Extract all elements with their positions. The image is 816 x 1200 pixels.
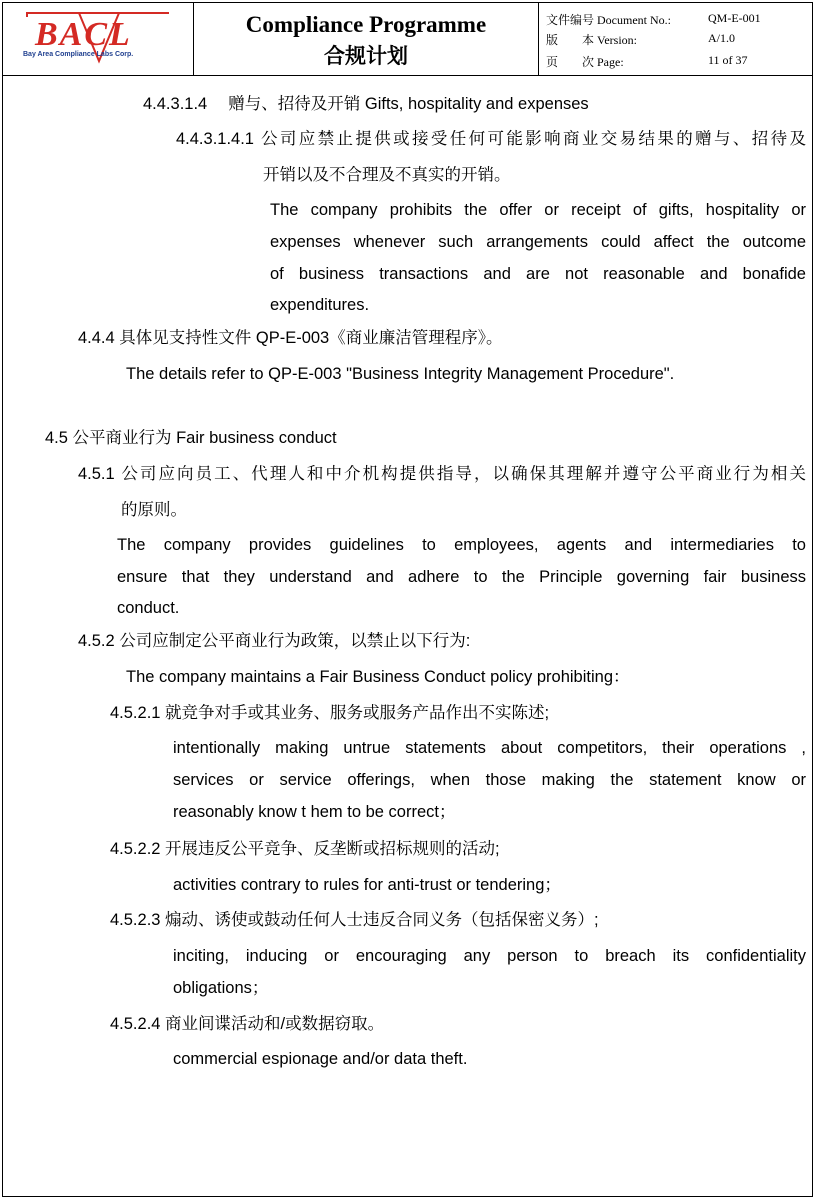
section-4-5-1-en-line2: ensure that they understand and adhere to the Principle governing fair business bbox=[117, 568, 806, 586]
section-4-4-3-1-4-1-en-line2: expenses whenever such arrangements could affect the outcome bbox=[270, 233, 806, 251]
section-4-4-4-en: The details refer to QP-E-003 "Business Integrity Management Procedure". bbox=[126, 365, 675, 383]
section-4-4-3-1-4-1-en-line4: expenditures. bbox=[270, 296, 370, 314]
section-4-5-1-en-line1: The company provides guidelines to employees, agents and intermediaries to bbox=[117, 536, 806, 554]
title-english: Compliance Programme bbox=[245, 12, 487, 37]
svg-text:Bay Area Compliance Labs Corp.: Bay Area Compliance Labs Corp. bbox=[23, 51, 134, 58]
section-4-4-4-cn: 4.4.4 具体见支持性文件 QP-E-003《商业廉洁管理程序》。 bbox=[78, 329, 503, 347]
section-4-5-2-1-cn: 4.5.2.1 就竞争对手或其业务、服务或服务产品作出不实陈述; bbox=[110, 704, 550, 722]
section-4-5-2-1-en-line3: reasonably know t hem to be correct； bbox=[173, 803, 456, 821]
version-row bbox=[546, 31, 808, 49]
title-chinese: 合规计划 bbox=[324, 44, 408, 68]
section-4-5-heading: 4.5 公平商业行为 Fair business conduct bbox=[45, 429, 337, 447]
doc-no-row bbox=[546, 11, 808, 29]
document-header bbox=[3, 3, 812, 76]
version-value: A/1.0 bbox=[708, 31, 735, 45]
section-4-5-2-2-cn: 4.5.2.2 开展违反公平竞争、反垄断或招标规则的活动; bbox=[110, 840, 500, 858]
section-4-4-3-1-4-1-en-line1: The company prohibits the offer or receipt of gifts, hospitality or bbox=[270, 201, 806, 219]
section-4-5-2-1-en-line2: services or service offerings, when those making the statement know or bbox=[173, 771, 806, 789]
section-4-5-2-cn: 4.5.2 公司应制定公平商业行为政策，以禁止以下行为: bbox=[78, 632, 471, 650]
section-4-5-2-4-cn: 4.5.2.4 商业间谍活动和/或数据窃取。 bbox=[110, 1015, 385, 1033]
section-4-5-1-cn-line2: 的原则。 bbox=[121, 501, 187, 519]
page-label: 页 次 Page: bbox=[546, 55, 624, 69]
doc-no-value: QM-E-001 bbox=[708, 11, 761, 25]
section-4-5-2-4-en: commercial espionage and/or data theft. bbox=[173, 1050, 468, 1068]
section-4-5-2-3-en-line1: inciting, inducing or encouraging any person to breach its confidentiality bbox=[173, 947, 806, 965]
bacl-logo bbox=[19, 9, 179, 65]
svg-text:BACL: BACL bbox=[35, 16, 132, 53]
section-4-4-3-1-4-heading: 4.4.3.1.4 赠与、招待及开销 Gifts, hospitality and expenses bbox=[143, 95, 589, 113]
section-4-5-1-cn-line1: 4.5.1 公司应向员工、代理人和中介机构提供指导，以确保其理解并遵守公平商业行为相关 bbox=[78, 465, 806, 483]
page-row bbox=[546, 53, 808, 71]
document-meta bbox=[538, 3, 812, 75]
section-4-4-3-1-4-1-en-line3: of business transactions and are not reasonable and bonafide bbox=[270, 265, 806, 283]
section-4-4-3-1-4-1-cn-line1: 4.4.3.1.4.1 公司应禁止提供或接受任何可能影响商业交易结果的赠与、招待及 bbox=[176, 130, 806, 148]
section-4-5-2-3-en-line2: obligations； bbox=[173, 979, 269, 997]
section-4-5-2-2-en: activities contrary to rules for anti-trust or tendering； bbox=[173, 876, 561, 894]
logo-cell bbox=[3, 3, 193, 75]
section-4-4-3-1-4-1-cn-line2: 开销以及不合理及不真实的开销。 bbox=[263, 166, 511, 184]
version-label: 版 本 Version: bbox=[546, 33, 637, 47]
doc-no-label: 文件编号 Document No.: bbox=[546, 13, 671, 27]
page-value: 11 of 37 bbox=[708, 53, 748, 67]
section-4-5-2-en: The company maintains a Fair Business Conduct policy prohibiting： bbox=[126, 668, 630, 686]
title-cell bbox=[193, 3, 539, 75]
section-4-5-2-3-cn: 4.5.2.3 煽动、诱使或鼓动任何人士违反合同义务（包括保密义务）; bbox=[110, 911, 599, 929]
section-4-5-1-en-line3: conduct. bbox=[117, 599, 180, 617]
section-4-5-2-1-en-line1: intentionally making untrue statements about competitors, their operations , bbox=[173, 739, 806, 757]
